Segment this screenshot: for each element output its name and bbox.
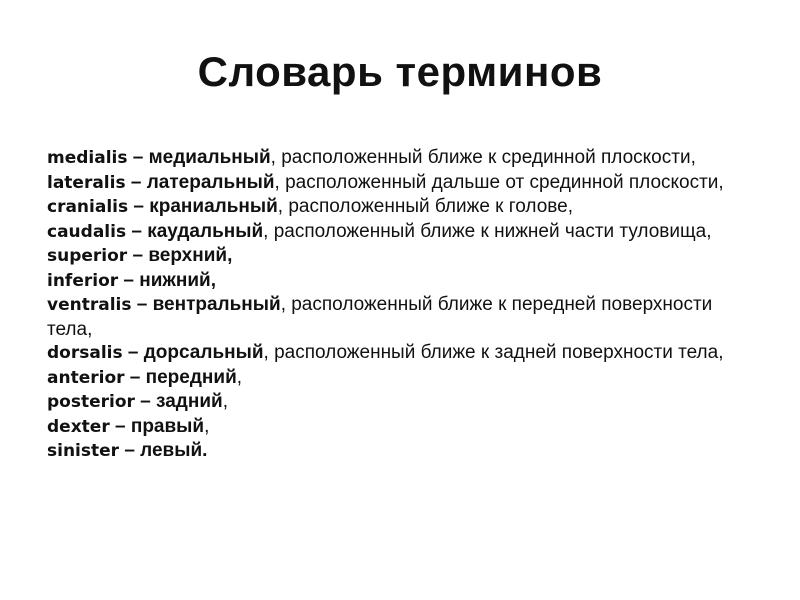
term-separator: – [125,171,147,193]
term-latin: anterior [47,367,125,388]
term-separator: – [131,294,153,315]
term-description: , расположенный дальше от срединной плоскости, [274,171,724,193]
term-latin: sinister [47,441,120,461]
term-latin: lateralis [47,172,126,193]
term-russian: медиальный [148,147,271,168]
term-item [47,390,727,415]
term-latin: posterior [47,392,135,412]
term-separator: – [119,440,141,461]
term-russian: каудальный [147,220,264,242]
term-russian: правый [130,415,205,437]
term-latin: medialis [47,148,128,168]
term-latin: dexter [47,416,110,437]
term-tail: , [210,269,217,291]
term-description: , расположенный ближе к срединной плоскости, [270,147,696,168]
term-description: , расположенный ближе к нижней части туловища, [263,220,712,242]
term-description: , расположенный ближе к задней поверхности тела, [263,342,724,363]
term-item [47,439,727,464]
term-separator: – [122,342,144,363]
term-item [47,171,727,196]
slide-title: Словарь терминов [197,48,603,95]
term-tail: , [236,366,243,388]
term-separator: – [127,147,149,168]
term-description: , расположенный ближе к передней поверхности тела, [47,294,713,340]
term-russian: латеральный [146,171,275,193]
term-russian: передний [145,366,237,388]
term-item [47,244,727,269]
term-latin: inferior [47,270,119,291]
term-separator: – [109,415,131,437]
term-separator: – [118,269,140,291]
term-russian: левый [140,440,203,461]
term-item [47,146,727,171]
term-separator: – [128,196,150,217]
term-russian: верхний [148,245,228,266]
term-separator: – [127,245,149,266]
term-item [47,293,727,341]
term-item [47,269,727,294]
term-description: , расположенный ближе к голове, [277,196,574,217]
term-tail: . [202,440,208,461]
term-russian: дорсальный [143,342,264,363]
term-item [47,366,727,391]
term-russian: краниальный [149,196,278,217]
term-latin: superior [47,246,128,266]
term-separator: – [126,220,148,242]
term-russian: задний [156,391,223,412]
term-list [47,146,727,464]
term-separator: – [134,391,157,412]
term-latin: dorsalis [47,343,123,363]
term-tail: , [222,391,228,412]
term-russian: вентральный [152,294,281,315]
term-item [47,415,727,440]
term-latin: caudalis [47,221,127,242]
term-latin: ventralis [47,295,132,315]
term-tail: , [227,245,233,266]
term-item [47,341,727,366]
term-russian: нижний [139,269,211,291]
term-tail: , [204,415,210,437]
term-separator: – [124,366,146,388]
term-latin: cranialis [47,197,129,217]
term-item [47,195,727,220]
term-item [47,220,727,245]
